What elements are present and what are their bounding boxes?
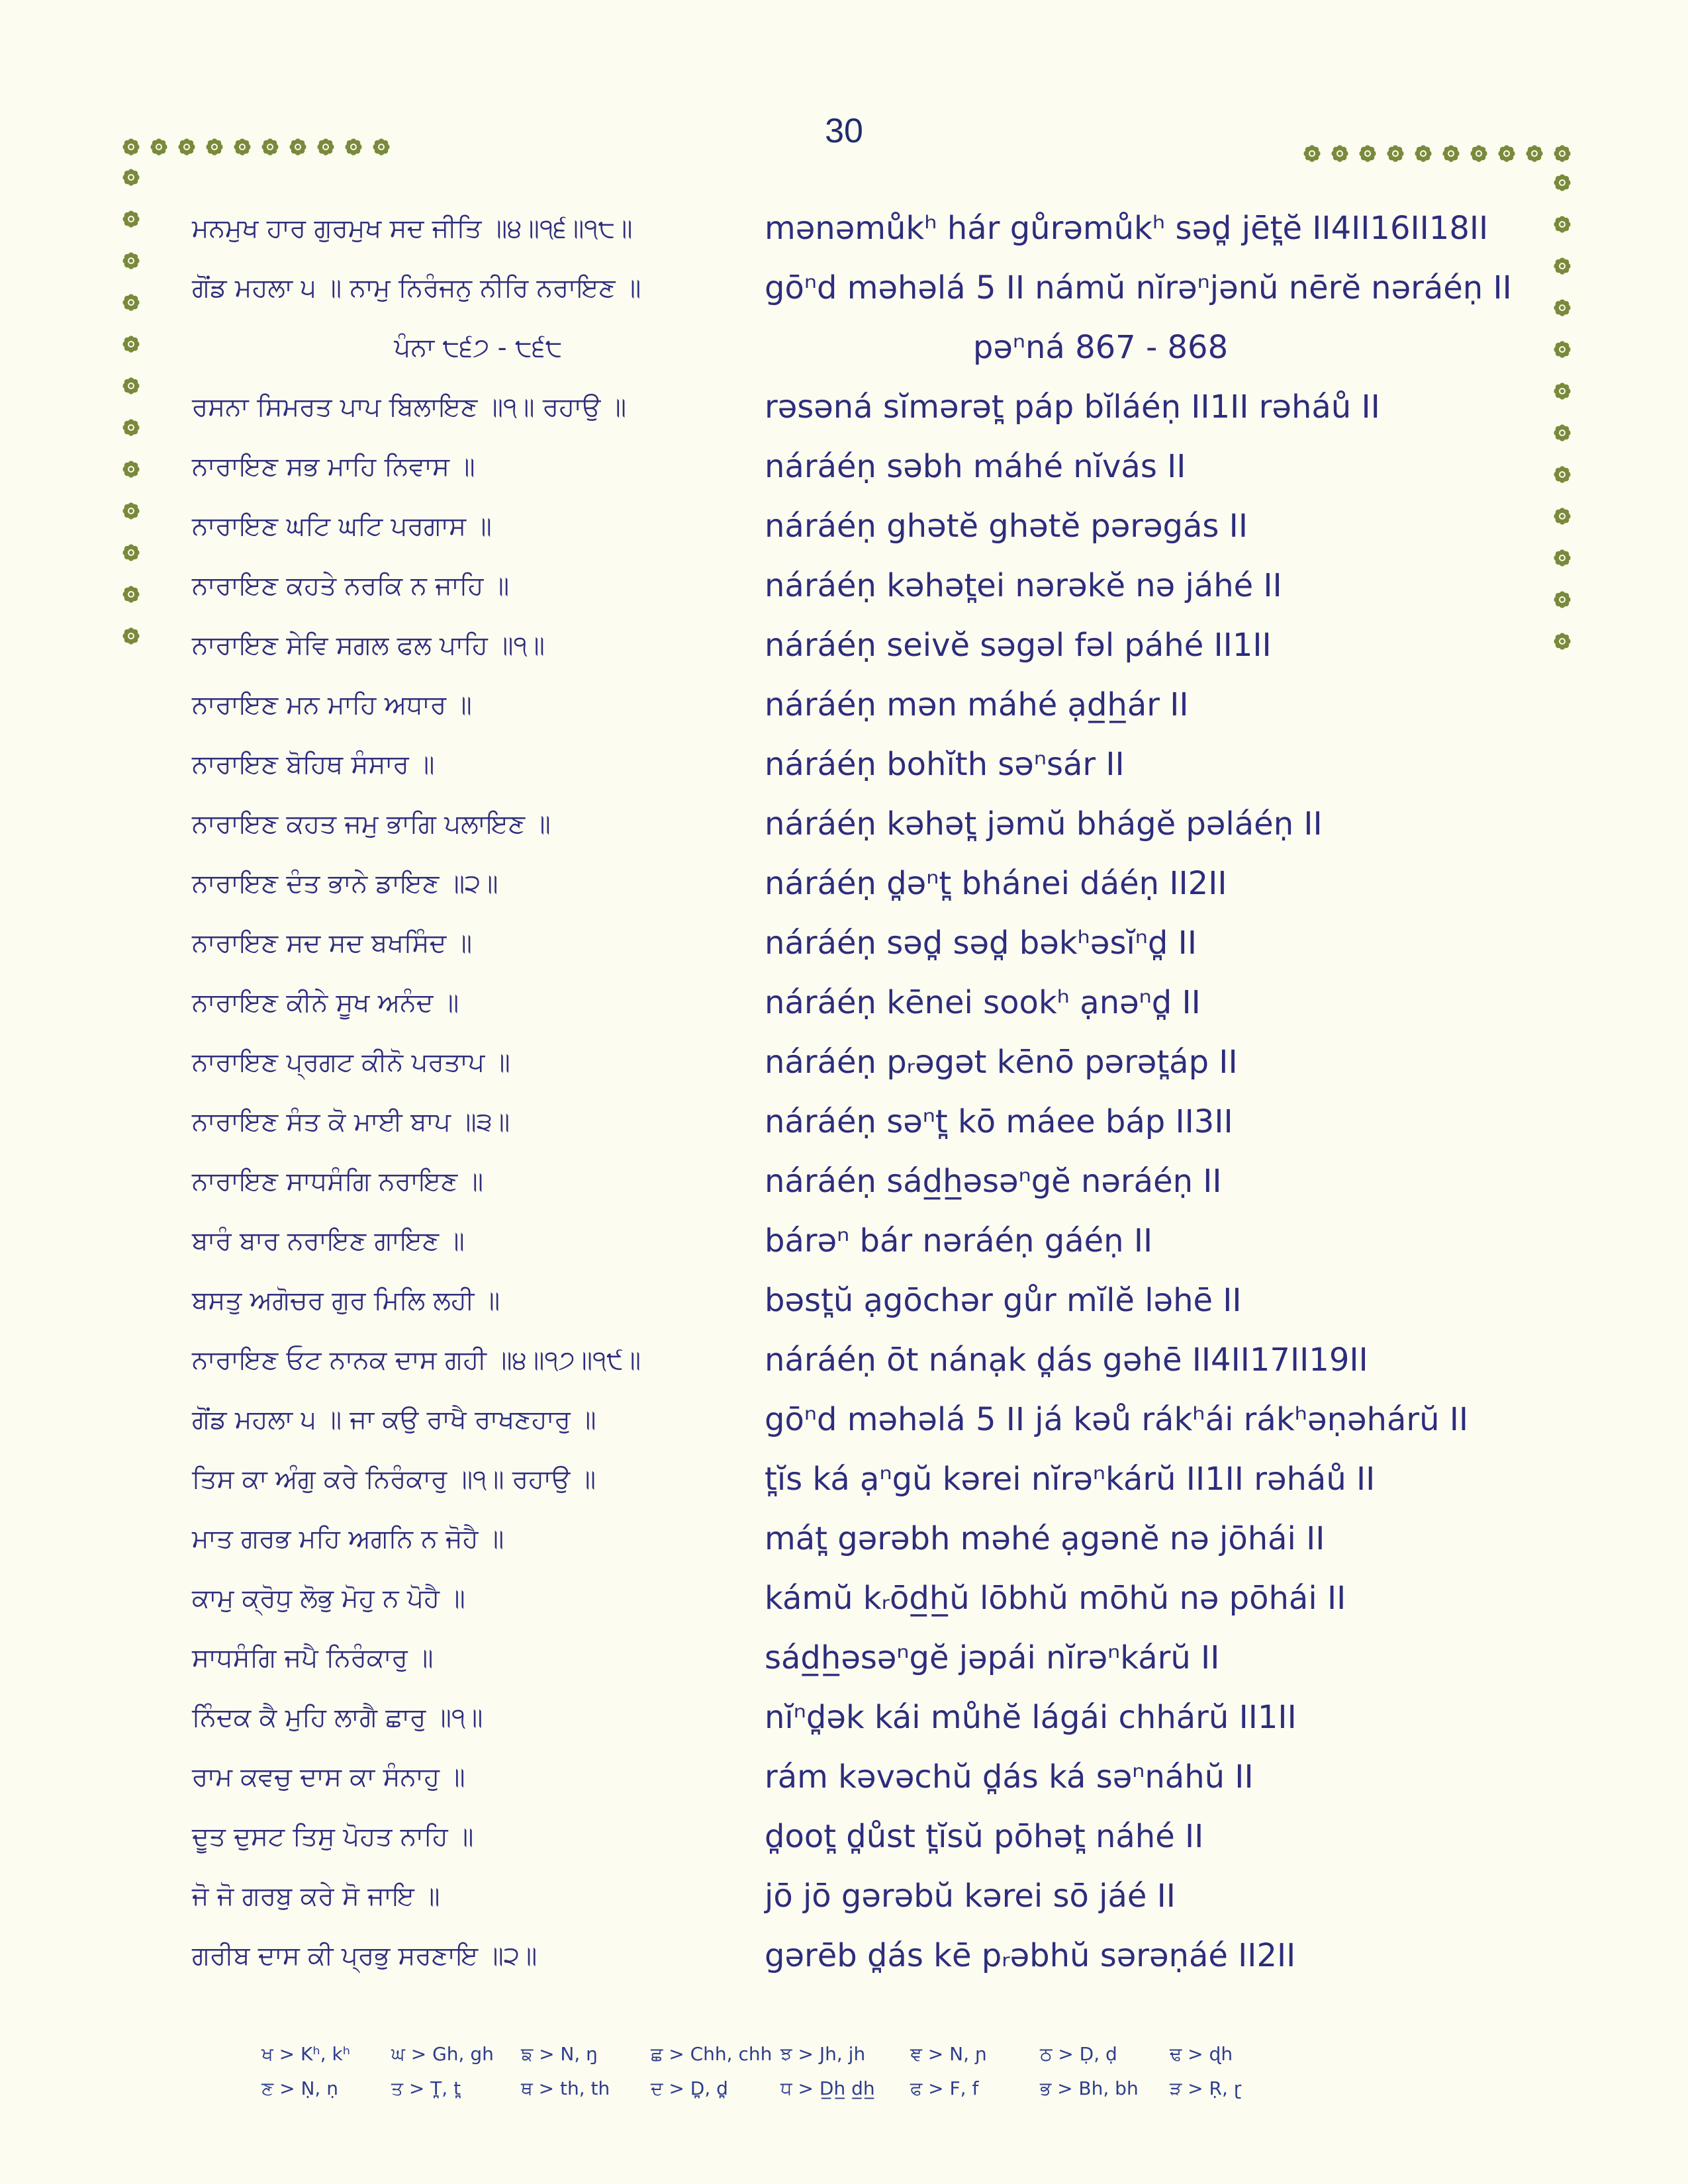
flower-ornament-icon xyxy=(121,418,141,437)
gurmukhi-text: ਨਿੰਦਕ ਕੈ ਮੁਹਿ ਲਾਗੈ ਛਾਰੁ ॥੧॥ xyxy=(192,1702,483,1733)
gurmukhi-text: ਦੂਤ ਦੁਸਟ ਤਿਸੁ ਪੋਹਤ ਨਾਹਿ ॥ xyxy=(192,1821,474,1852)
verse-line xyxy=(192,675,1536,735)
flower-ornament-icon xyxy=(121,459,141,479)
transliteration-text: rəsəná sĭmərət̪ páp bĭláéṇ II1II rəháů II xyxy=(765,388,1380,426)
verse-line xyxy=(192,1390,1536,1449)
transliteration-text: náráéṇ səⁿt̪ kō máee báp II3II xyxy=(765,1103,1233,1140)
flower-ornament-icon xyxy=(177,137,197,157)
transliteration-text: bárəⁿ bár nəráéṇ gáéṇ II xyxy=(765,1222,1153,1259)
gurmukhi-text: ਕਾਮੁ ਕ੍ਰੋਧੁ ਲੋਭੁ ਮੋਹੁ ਨ ਪੋਹੈ ॥ xyxy=(192,1583,465,1614)
legend-item: ਛ > Chh, chh xyxy=(651,2043,773,2065)
gurmukhi-text: ਸਾਧਸੰਗਿ ਜਪੈ ਨਿਰੰਕਾਰੁ ॥ xyxy=(192,1643,434,1673)
flower-ornament-icon xyxy=(121,293,141,312)
verse-line xyxy=(192,1569,1536,1628)
legend-row xyxy=(261,2037,1453,2071)
legend-item: ਦ > D̪, d̪ xyxy=(651,2077,728,2099)
flower-ornament-icon xyxy=(1552,214,1572,234)
flower-ornament-icon xyxy=(1385,144,1405,163)
legend-item: ਢ > ɖh xyxy=(1170,2043,1233,2065)
transliteration-text: náráéṇ ghətĕ ghətĕ pərəgás II xyxy=(765,508,1248,545)
transliteration-text: kámŭ kᵣōd̲h̲ŭ lōbhŭ mōhŭ nə pōhái II xyxy=(765,1580,1346,1617)
flower-ornament-icon xyxy=(1552,590,1572,610)
transliteration-text: náráéṇ seivĕ səgəl fəl páhé II1II xyxy=(765,627,1272,664)
flower-ornament-icon xyxy=(1552,173,1572,193)
gurmukhi-text: ਨਾਰਾਇਣ ਸੇਵਿ ਸਗਲ ਫਲ ਪਾਹਿ ॥੧॥ xyxy=(192,630,545,660)
verse-line xyxy=(192,496,1536,556)
legend-item: ਞ > N, ɲ xyxy=(910,2043,987,2065)
verse-line xyxy=(192,615,1536,675)
verse-line xyxy=(192,1926,1536,1985)
transliteration-text: náráéṇ ōt nánạk d̪ás gəhē II4II17II19II xyxy=(765,1342,1368,1379)
verse-line xyxy=(192,973,1536,1032)
gurmukhi-text: ਨਾਰਾਇਣ ਦੰਤ ਭਾਨੇ ਡਾਇਣ ॥੨॥ xyxy=(192,868,498,899)
gurmukhi-text: ਨਾਰਾਇਣ ਮਨ ਮਾਹਿ ਅਧਾਰ ॥ xyxy=(192,690,472,720)
gurmukhi-text: ਤਿਸ ਕਾ ਅੰਗੁ ਕਰੇ ਨਿਰੰਕਾਰੁ ॥੧॥ ਰਹਾਉ ॥ xyxy=(192,1464,596,1494)
legend-item: ਥ > th, th xyxy=(521,2077,610,2099)
legend-item: ਝ > Jh, jh xyxy=(780,2043,866,2065)
transliteration-text: náráéṇ kēnei sookʰ ạnəⁿd̪ II xyxy=(765,984,1201,1021)
flower-ornament-icon xyxy=(121,251,141,271)
verse-line xyxy=(192,1688,1536,1747)
flower-ornament-icon xyxy=(121,167,141,187)
gurmukhi-text: ਨਾਰਾਇਣ ਕੀਨੇ ਸੂਖ ਅਨੰਦ ॥ xyxy=(192,987,459,1018)
verse-line xyxy=(192,854,1536,913)
verse-line xyxy=(192,437,1536,496)
verse-line xyxy=(192,1271,1536,1330)
verse-line xyxy=(192,1866,1536,1926)
verse-line xyxy=(192,1449,1536,1509)
flower-ornament-icon xyxy=(1552,631,1572,651)
verse-line xyxy=(192,1747,1536,1807)
flower-ornament-icon xyxy=(232,137,252,157)
flower-ornament-icon xyxy=(121,501,141,521)
flower-ornament-icon xyxy=(1413,144,1433,163)
transliteration-text: gōⁿd məhəlá 5 II já kəů rákʰái rákʰəṇəhárŭ II xyxy=(765,1401,1469,1438)
flower-ornament-icon xyxy=(1497,144,1517,163)
flower-ornament-icon xyxy=(1552,340,1572,359)
flower-ornament-icon xyxy=(1302,144,1322,163)
legend-item: ਣ > Ṇ, ṇ xyxy=(261,2077,338,2099)
verse-line xyxy=(192,1032,1536,1092)
flower-ornament-icon xyxy=(121,209,141,229)
transliteration-text: mənəmůkʰ hár gůrəmůkʰ səd̪ jēt̪ĕ II4II16II18II xyxy=(765,210,1489,247)
gurmukhi-text: ਮਾਤ ਗਰਭ ਮਹਿ ਅਗਨਿ ਨ ਜੋਹੈ ॥ xyxy=(192,1524,504,1554)
flower-ornament-icon xyxy=(205,137,224,157)
verse-line xyxy=(192,794,1536,854)
gurmukhi-text: ਨਾਰਾਇਣ ਘਟਿ ਘਟਿ ਪਰਗਾਸ ॥ xyxy=(192,511,492,541)
flower-ornament-icon xyxy=(121,626,141,646)
gurmukhi-text: ਨਾਰਾਇਣ ਪ੍ਰਗਟ ਕੀਨੋ ਪਰਤਾਪ ॥ xyxy=(192,1047,510,1077)
flower-ornament-icon xyxy=(1524,144,1544,163)
verse-line xyxy=(192,735,1536,794)
flower-ornament-icon xyxy=(316,137,336,157)
verse-lines xyxy=(192,199,1536,1985)
legend-item: ਘ > Gh, gh xyxy=(391,2043,494,2065)
verse-line xyxy=(192,1092,1536,1152)
flower-ornament-icon xyxy=(1552,256,1572,276)
transliteration-text: náráéṇ mən máhé ạd̲h̲ár II xyxy=(765,686,1189,723)
transliteration-text: bəst̪ŭ ạgōchər gůr mĭlĕ ləhē II xyxy=(765,1282,1242,1319)
gurmukhi-text: ਨਾਰਾਇਣ ਓਟ ਨਾਨਕ ਦਾਸ ਗਹੀ ॥੪॥੧੭॥੧੯॥ xyxy=(192,1345,641,1375)
verse-line xyxy=(192,1211,1536,1271)
transliteration-text: náráéṇ sád̲h̲əsəⁿgĕ nəráéṇ II xyxy=(765,1163,1222,1200)
verse-line xyxy=(192,1807,1536,1866)
transliteration-text: d̪oot̪ d̪ůst t̪ĭsŭ pōhət̪ náhé II xyxy=(765,1818,1204,1855)
transliteration-text: rám kəvəchŭ d̪ás ká səⁿnáhŭ II xyxy=(765,1758,1254,1796)
gurmukhi-text: ਬਾਰੰ ਬਾਰ ਨਰਾਇਣ ਗਾਇਣ ॥ xyxy=(192,1226,465,1256)
transliteration-text: nĭⁿd̪ək kái můhĕ lágái chhárŭ II1II xyxy=(765,1699,1297,1736)
flower-ornament-icon xyxy=(1552,381,1572,401)
legend-item: ੜ > Ṛ, ɽ xyxy=(1170,2077,1242,2099)
transliteration-text: t̪ĭs ká ạⁿgŭ kərei nĭrəⁿkárŭ II1II rəháů II xyxy=(765,1461,1376,1498)
verse-line xyxy=(192,913,1536,973)
transliteration-text: mát̪ gərəbh məhé ạgənĕ nə jōhái II xyxy=(765,1520,1325,1557)
transliteration-text: gərēb d̪ás kē pᵣəbhŭ sərəṇáé II2II xyxy=(765,1937,1296,1974)
flower-ornament-icon xyxy=(1552,423,1572,443)
flower-ornament-icon xyxy=(121,543,141,563)
flower-ornament-icon xyxy=(1441,144,1461,163)
verse-line xyxy=(192,1152,1536,1211)
flower-ornament-icon xyxy=(121,376,141,396)
flower-ornament-icon xyxy=(149,137,169,157)
verse-line xyxy=(192,258,1536,318)
transliteration-text: náráéṇ bohĭth səⁿsár II xyxy=(765,746,1125,783)
transliteration-text: náráéṇ səd̪ səd̪ bəkʰəsĭⁿd̪ II xyxy=(765,925,1197,962)
transliteration-text: gōⁿd məhəlá 5 II námŭ nĭrəⁿjənŭ nērĕ nəráéṇ II xyxy=(765,269,1512,306)
flower-ornament-icon xyxy=(121,584,141,604)
verse-line xyxy=(192,377,1536,437)
transliteration-text: sád̲h̲əsəⁿgĕ jəpái nĭrəⁿkárŭ II xyxy=(765,1639,1220,1676)
verse-line xyxy=(192,199,1536,258)
legend-row xyxy=(261,2071,1453,2106)
gurmukhi-text: ਮਨਮੁਖ ਹਾਰ ਗੁਰਮੁਖ ਸਦ ਜੀਤਿ ॥੪॥੧੬॥੧੮॥ xyxy=(192,213,633,244)
transliteration-text: náráéṇ kəhət̪ei nərəkĕ nə jáhé II xyxy=(765,567,1282,604)
legend-item: ਖ > Kʰ, kʰ xyxy=(261,2043,351,2065)
transliteration-text: náráéṇ kəhət̪ jəmŭ bhágĕ pəláéṇ II xyxy=(765,805,1323,842)
transliteration-text: jō jō gərəbŭ kərei sō jáé II xyxy=(765,1878,1176,1915)
flower-ornament-icon xyxy=(1330,144,1350,163)
verse-line xyxy=(192,556,1536,615)
gurmukhi-text: ਪੰਨਾ ੮੬੭ - ੮੬੮ xyxy=(394,332,563,363)
legend-item: ਫ > F, f xyxy=(910,2077,979,2099)
transliteration-legend xyxy=(261,2037,1453,2106)
gurmukhi-text: ਨਾਰਾਇਣ ਕਹਤ ਜਮੁ ਭਾਗਿ ਪਲਾਇਣ ॥ xyxy=(192,809,551,839)
legend-item: ਭ > Bh, bh xyxy=(1040,2077,1139,2099)
flower-ornament-icon xyxy=(371,137,391,157)
gurmukhi-text: ਗੋਂਡ ਮਹਲਾ ੫ ॥ ਨਾਮੁ ਨਿਰੰਜਨੁ ਨੀਰਿ ਨਰਾਇਣ ॥ xyxy=(192,273,641,303)
transliteration-text: náráéṇ d̪əⁿt̪ bhánei dáéṇ II2II xyxy=(765,865,1227,902)
flower-ornament-icon xyxy=(1552,548,1572,568)
flower-ornament-icon xyxy=(1358,144,1378,163)
gurmukhi-text: ਗਰੀਬ ਦਾਸ ਕੀ ਪ੍ਰਭੁ ਸਰਣਾਇ ॥੨॥ xyxy=(192,1940,538,1971)
page-range-line xyxy=(192,318,1536,377)
flower-ornament-icon xyxy=(1469,144,1489,163)
gurmukhi-text: ਨਾਰਾਇਣ ਸਦ ਸਦ ਬਖਸਿੰਦ ॥ xyxy=(192,928,473,958)
flower-ornament-icon xyxy=(121,334,141,354)
verse-line xyxy=(192,1330,1536,1390)
page-number: 30 xyxy=(825,112,863,150)
legend-item: ਙ > N, ŋ xyxy=(521,2043,598,2065)
gurmukhi-text: ਰਸਨਾ ਸਿਮਰਤ ਪਾਪ ਬਿਲਾਇਣ ॥੧॥ ਰਹਾਉ ॥ xyxy=(192,392,627,422)
transliteration-text: pəⁿná 867 - 868 xyxy=(972,329,1229,366)
flower-ornament-icon xyxy=(1552,465,1572,484)
gurmukhi-text: ਨਾਰਾਇਣ ਸਾਧਸੰਗਿ ਨਰਾਇਣ ॥ xyxy=(192,1166,483,1197)
gurmukhi-text: ਬਸਤੁ ਅਗੋਚਰ ਗੁਰ ਮਿਲਿ ਲਹੀ ॥ xyxy=(192,1285,500,1316)
gurmukhi-text: ਜੋ ਜੋ ਗਰਬੁ ਕਰੇ ਸੋ ਜਾਇ ॥ xyxy=(192,1881,440,1911)
legend-item: ਤ > T̪, t̪ xyxy=(391,2077,461,2099)
flower-ornament-icon xyxy=(1552,144,1572,163)
gurmukhi-text: ਨਾਰਾਇਣ ਸੰਤ ਕੋ ਮਾਈ ਬਾਪ ॥੩॥ xyxy=(192,1107,510,1137)
flower-ornament-icon xyxy=(1552,506,1572,526)
flower-ornament-icon xyxy=(288,137,308,157)
gurmukhi-text: ਨਾਰਾਇਣ ਬੋਹਿਥ ਸੰਸਾਰ ॥ xyxy=(192,749,435,780)
flower-ornament-icon xyxy=(1552,298,1572,318)
transliteration-text: náráéṇ pᵣəgət kēnō pərət̪áp II xyxy=(765,1044,1238,1081)
gurmukhi-text: ਰਾਮ ਕਵਚੁ ਦਾਸ ਕਾ ਸੰਨਾਹੁ ॥ xyxy=(192,1762,465,1792)
gurmukhi-text: ਨਾਰਾਇਣ ਕਹਤੇ ਨਰਕਿ ਨ ਜਾਹਿ ॥ xyxy=(192,570,510,601)
flower-ornament-icon xyxy=(260,137,280,157)
verse-line xyxy=(192,1509,1536,1569)
verse-line xyxy=(192,1628,1536,1688)
gurmukhi-text: ਨਾਰਾਇਣ ਸਭ ਮਾਹਿ ਨਿਵਾਸ ॥ xyxy=(192,451,475,482)
flower-ornament-icon xyxy=(344,137,363,157)
flower-ornament-icon xyxy=(121,137,141,157)
legend-item: ਧ > D̲h̲ d̲h̲ xyxy=(780,2077,875,2099)
gurmukhi-text: ਗੋਂਡ ਮਹਲਾ ੫ ॥ ਜਾ ਕਉ ਰਾਖੈ ਰਾਖਣਹਾਰੁ ॥ xyxy=(192,1404,596,1435)
transliteration-text: náráéṇ səbh máhé nĭvás II xyxy=(765,448,1186,485)
legend-item: ਠ > Ḍ, ḍ xyxy=(1040,2043,1117,2065)
